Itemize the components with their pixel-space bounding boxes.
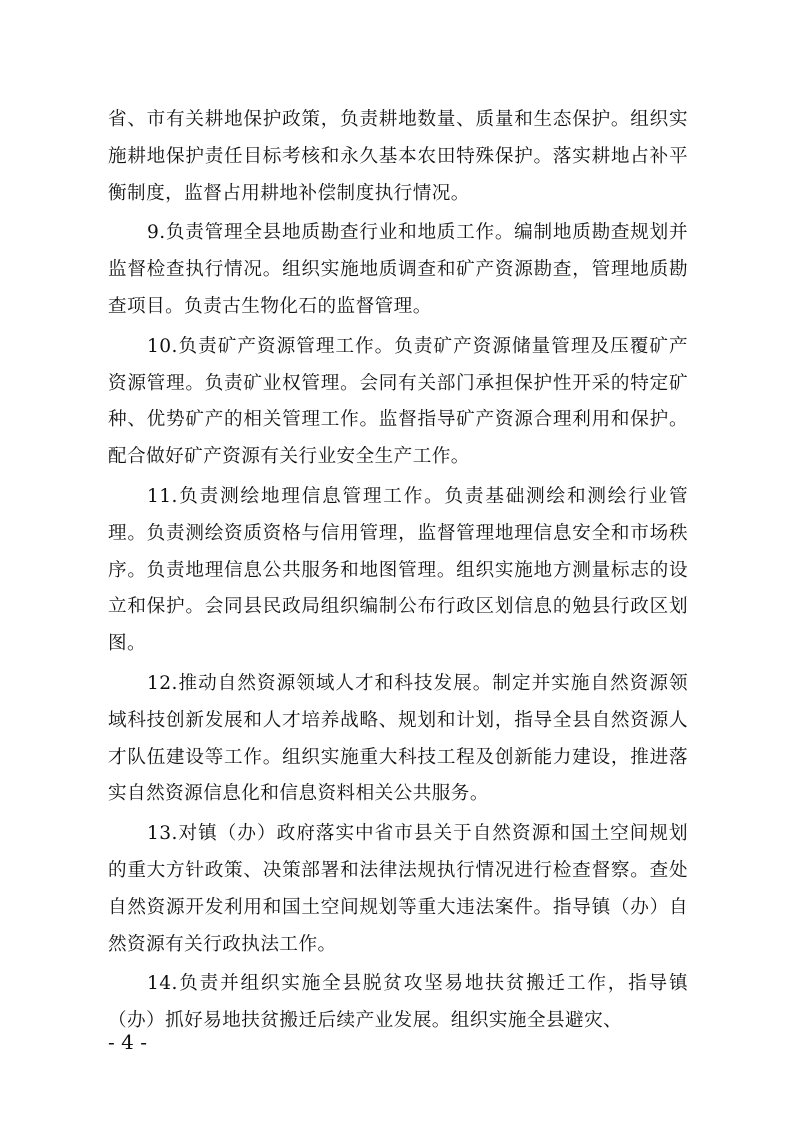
- paragraph-item-9: 9.负责管理全县地质勘查行业和地质工作。编制地质勘查规划并监督检查执行情况。组织实施地质调查和矿产资源勘查，管理地质勘查项目。负责古生物化石的监督管理。: [108, 222, 688, 317]
- paragraph-item-12: 12.推动自然资源领域人才和科技发展。制定并实施自然资源领域科技创新发展和人才培养战略、规划和计划，指导全县自然资源人才队伍建设等工作。组织实施重大科技工程及创新能力建设，推进落实自然资源信息化和信息资料相关公共服务。: [108, 672, 688, 805]
- paragraph-item-11: 11.负责测绘地理信息管理工作。负责基础测绘和测绘行业管理。负责测绘资质资格与信用管理，监督管理地理信息安全和市场秩序。负责地理信息公共服务和地图管理。组织实施地方测量标志的设立和保护。会同县民政局组织编制公布行政区划信息的勉县行政区划图。: [108, 485, 688, 655]
- paragraph-item-13: 13.对镇（办）政府落实中省市县关于自然资源和国土空间规划的重大方针政策、决策部署和法律法规执行情况进行检查督察。查处自然资源开发利用和国土空间规划等重大违法案件。指导镇（办）自然资源有关行政执法工作。: [108, 823, 688, 955]
- page-number: - 4 -: [108, 1030, 147, 1054]
- body-text: [108, 102, 688, 1043]
- paragraph-item-14: 14.负责并组织实施全县脱贫攻坚易地扶贫搬迁工作，指导镇（办）抓好易地扶贫搬迁后续产业发展。组织实施全县避灾、: [108, 973, 688, 1032]
- paragraph-item-10: 10.负责矿产资源管理工作。负责矿产资源储量管理及压覆矿产资源管理。负责矿业权管理。会同有关部门承担保护性开采的特定矿种、优势矿产的相关管理工作。监督指导矿产资源合理利用和保护。配合做好矿产资源有关行业安全生产工作。: [108, 335, 688, 468]
- paragraph-continuation: 省、市有关耕地保护政策，负责耕地数量、质量和生态保护。组织实施耕地保护责任目标考核和永久基本农田特殊保护。落实耕地占补平衡制度，监督占用耕地补偿制度执行情况。: [108, 109, 688, 204]
